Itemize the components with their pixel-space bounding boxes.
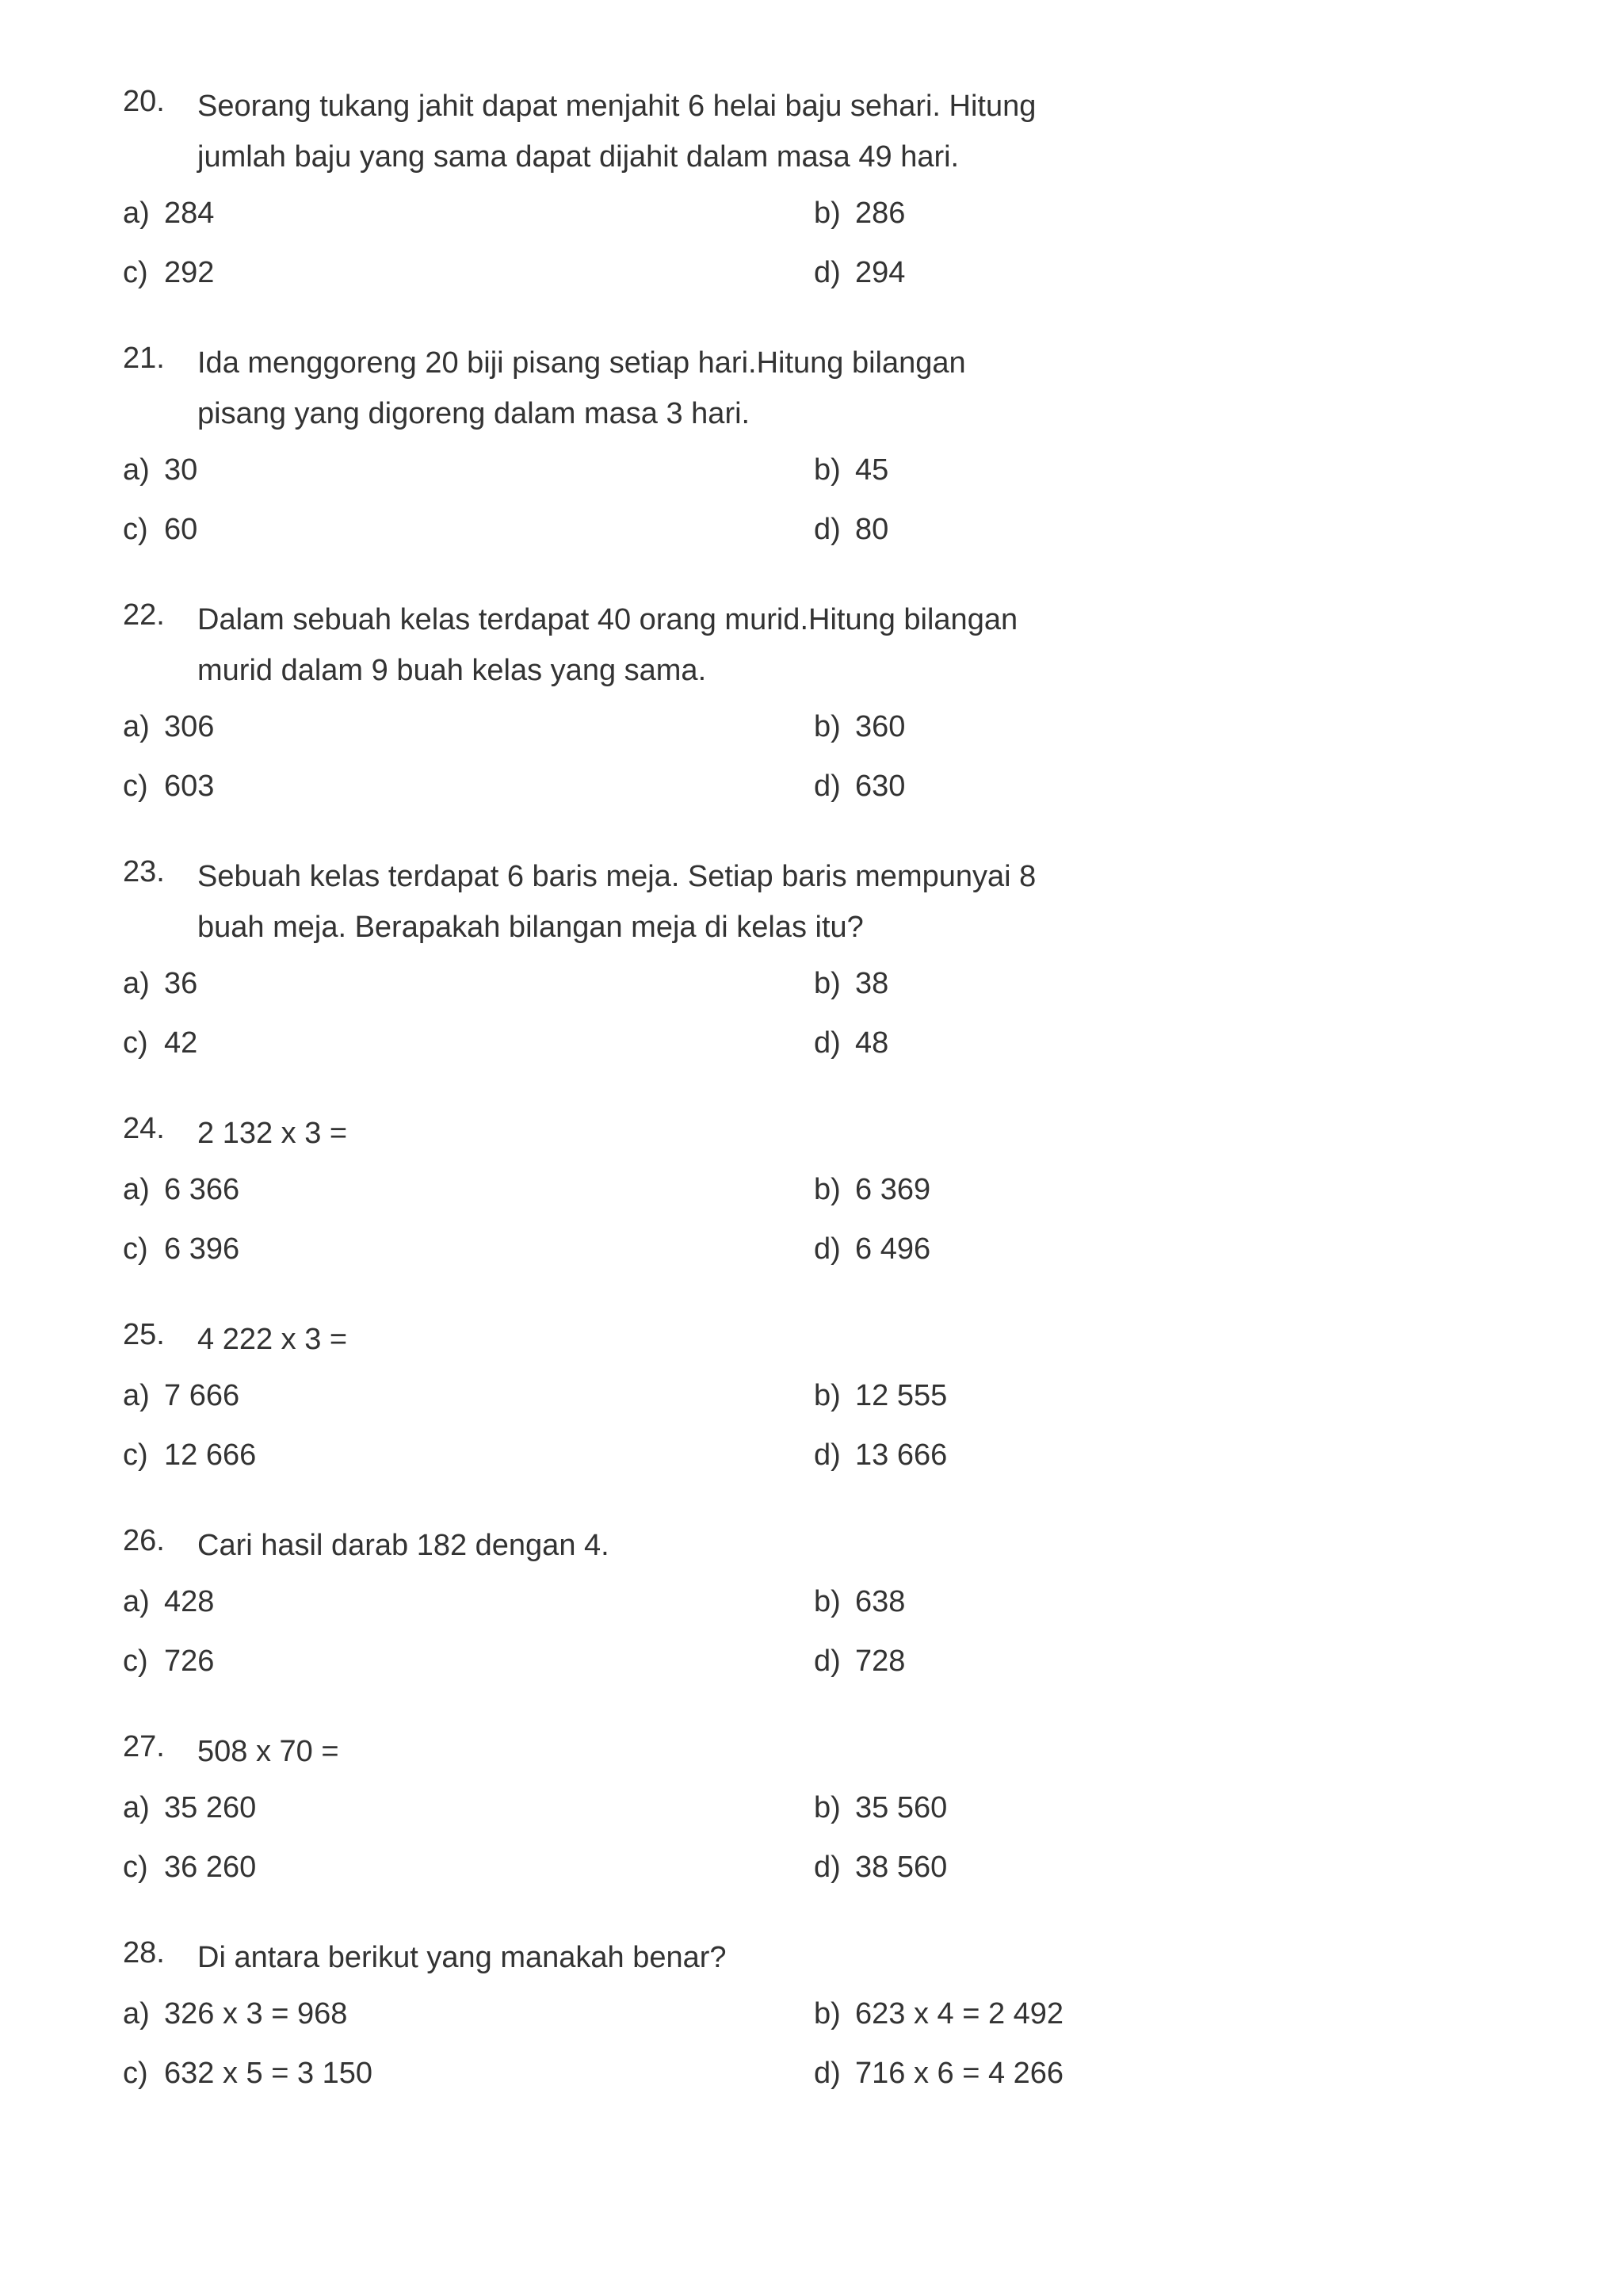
option-text: 623 x 4 = 2 492 <box>855 1997 1064 2030</box>
question-text-line-1: Di antara berikut yang manakah benar? <box>197 1941 727 1974</box>
option-text: 726 <box>164 1645 215 1678</box>
option-b[interactable] <box>814 1788 947 1828</box>
question-stem <box>123 1932 1312 1983</box>
option-a[interactable] <box>123 1170 239 1209</box>
option-a[interactable] <box>123 707 214 747</box>
option-text: 360 <box>855 710 906 743</box>
option-d[interactable] <box>814 1435 947 1475</box>
option-c[interactable] <box>123 1641 214 1681</box>
option-d[interactable] <box>814 766 905 806</box>
option-letter: c) <box>123 1232 148 1266</box>
option-text: 638 <box>855 1585 906 1618</box>
answer-options <box>123 1788 1312 1907</box>
answer-options <box>123 964 1312 1083</box>
option-letter: d) <box>814 1645 841 1678</box>
question-text-line-1: Dalam sebuah kelas terdapat 40 orang murid.Hitung bilangan <box>197 603 1018 636</box>
option-letter: a) <box>123 1173 150 1206</box>
option-a[interactable] <box>123 1788 256 1828</box>
option-b[interactable] <box>814 1582 905 1622</box>
option-letter: c) <box>123 513 148 546</box>
question-text-line-2: murid dalam 9 buah kelas yang sama. <box>197 654 707 687</box>
option-c[interactable] <box>123 1229 239 1269</box>
option-a[interactable] <box>123 964 197 1003</box>
option-text: 30 <box>164 453 198 487</box>
answer-options <box>123 1994 1312 2113</box>
option-b[interactable] <box>814 450 888 490</box>
question-stem <box>123 851 1312 944</box>
option-a[interactable] <box>123 193 214 233</box>
option-letter: c) <box>123 256 148 289</box>
option-c[interactable] <box>123 1023 197 1063</box>
option-b[interactable] <box>814 1376 947 1415</box>
option-letter: a) <box>123 1791 150 1824</box>
option-b[interactable] <box>814 964 888 1003</box>
option-c[interactable] <box>123 1847 256 1887</box>
option-letter: b) <box>814 453 841 487</box>
option-letter: d) <box>814 1232 841 1266</box>
option-letter: b) <box>814 1997 841 2030</box>
question-22 <box>123 594 1312 803</box>
question-text-line-1: Cari hasil darab 182 dengan 4. <box>197 1529 609 1562</box>
question-number: 20. <box>123 85 165 118</box>
option-c[interactable] <box>123 2053 372 2093</box>
option-a[interactable] <box>123 450 197 490</box>
option-letter: c) <box>123 2057 148 2090</box>
option-letter: d) <box>814 770 841 803</box>
question-stem <box>123 1520 1312 1571</box>
question-number: 28. <box>123 1936 165 1969</box>
option-a[interactable] <box>123 1994 347 2034</box>
option-text: 716 x 6 = 4 266 <box>855 2057 1064 2090</box>
option-text: 630 <box>855 770 906 803</box>
option-letter: b) <box>814 710 841 743</box>
option-d[interactable] <box>814 253 905 292</box>
option-a[interactable] <box>123 1582 214 1622</box>
question-20 <box>123 81 1312 289</box>
option-letter: a) <box>123 1585 150 1618</box>
option-c[interactable] <box>123 510 197 549</box>
answer-options <box>123 1582 1312 1701</box>
question-text-line-1: Sebuah kelas terdapat 6 baris meja. Setiap baris mempunyai 8 <box>197 860 1037 893</box>
option-text: 36 260 <box>164 1851 257 1884</box>
option-b[interactable] <box>814 1170 930 1209</box>
option-letter: c) <box>123 1645 148 1678</box>
question-21 <box>123 338 1312 546</box>
option-letter: b) <box>814 197 841 230</box>
option-text: 38 560 <box>855 1851 948 1884</box>
answer-options <box>123 707 1312 826</box>
question-stem <box>123 338 1312 430</box>
option-text: 428 <box>164 1585 215 1618</box>
option-letter: c) <box>123 770 148 803</box>
question-text-line-1: 508 x 70 = <box>197 1735 339 1768</box>
question-text-line-2: pisang yang digoreng dalam masa 3 hari. <box>197 397 750 430</box>
option-text: 286 <box>855 197 906 230</box>
option-d[interactable] <box>814 1229 930 1269</box>
option-text: 728 <box>855 1645 906 1678</box>
option-d[interactable] <box>814 1847 947 1887</box>
option-b[interactable] <box>814 707 905 747</box>
option-letter: a) <box>123 1379 150 1412</box>
question-stem <box>123 1108 1312 1159</box>
question-24 <box>123 1108 1312 1266</box>
answer-options <box>123 1170 1312 1289</box>
option-text: 306 <box>164 710 215 743</box>
answer-options <box>123 193 1312 312</box>
question-28 <box>123 1932 1312 2090</box>
option-letter: d) <box>814 1026 841 1060</box>
option-text: 13 666 <box>855 1438 948 1472</box>
answer-options <box>123 1376 1312 1495</box>
option-text: 326 x 3 = 968 <box>164 1997 348 2030</box>
option-c[interactable] <box>123 253 214 292</box>
question-text-line-1: Ida menggoreng 20 biji pisang setiap hari.Hitung bilangan <box>197 346 966 380</box>
question-number: 21. <box>123 342 165 375</box>
option-text: 632 x 5 = 3 150 <box>164 2057 373 2090</box>
option-letter: a) <box>123 453 150 487</box>
question-number: 22. <box>123 598 165 632</box>
option-letter: d) <box>814 1438 841 1472</box>
option-text: 292 <box>164 256 215 289</box>
option-letter: d) <box>814 2057 841 2090</box>
question-23 <box>123 851 1312 1060</box>
answer-options <box>123 450 1312 569</box>
option-text: 36 <box>164 967 198 1000</box>
option-text: 294 <box>855 256 906 289</box>
option-text: 60 <box>164 513 198 546</box>
option-text: 6 369 <box>855 1173 931 1206</box>
option-text: 48 <box>855 1026 889 1060</box>
question-25 <box>123 1314 1312 1472</box>
option-letter: d) <box>814 513 841 546</box>
question-text-line-1: 2 132 x 3 = <box>197 1117 348 1150</box>
option-text: 12 555 <box>855 1379 948 1412</box>
question-stem <box>123 594 1312 687</box>
option-text: 35 560 <box>855 1791 948 1824</box>
option-b[interactable] <box>814 193 905 233</box>
option-text: 6 396 <box>164 1232 240 1266</box>
question-number: 23. <box>123 855 165 888</box>
option-letter: b) <box>814 1379 841 1412</box>
option-a[interactable] <box>123 1376 239 1415</box>
option-d[interactable] <box>814 1641 905 1681</box>
option-letter: a) <box>123 710 150 743</box>
option-text: 603 <box>164 770 215 803</box>
question-27 <box>123 1726 1312 1884</box>
question-number: 26. <box>123 1524 165 1557</box>
option-letter: b) <box>814 1585 841 1618</box>
option-text: 6 496 <box>855 1232 931 1266</box>
option-letter: b) <box>814 967 841 1000</box>
question-stem <box>123 1726 1312 1777</box>
question-26 <box>123 1520 1312 1678</box>
option-letter: c) <box>123 1026 148 1060</box>
question-number: 27. <box>123 1730 165 1763</box>
option-letter: c) <box>123 1438 148 1472</box>
option-d[interactable] <box>814 510 888 549</box>
option-c[interactable] <box>123 766 214 806</box>
option-b[interactable] <box>814 1994 1064 2034</box>
question-text-line-2: jumlah baju yang sama dapat dijahit dalam masa 49 hari. <box>197 140 960 174</box>
option-text: 35 260 <box>164 1791 257 1824</box>
question-stem <box>123 81 1312 174</box>
option-letter: d) <box>814 256 841 289</box>
option-d[interactable] <box>814 1023 888 1063</box>
option-letter: b) <box>814 1791 841 1824</box>
option-letter: a) <box>123 967 150 1000</box>
option-letter: a) <box>123 197 150 230</box>
question-number: 24. <box>123 1112 165 1145</box>
option-text: 38 <box>855 967 889 1000</box>
option-c[interactable] <box>123 1435 256 1475</box>
option-text: 7 666 <box>164 1379 240 1412</box>
question-number: 25. <box>123 1318 165 1351</box>
option-letter: a) <box>123 1997 150 2030</box>
option-text: 284 <box>164 197 215 230</box>
option-text: 12 666 <box>164 1438 257 1472</box>
option-text: 6 366 <box>164 1173 240 1206</box>
option-letter: d) <box>814 1851 841 1884</box>
option-d[interactable] <box>814 2053 1064 2093</box>
question-text-line-1: 4 222 x 3 = <box>197 1323 348 1356</box>
option-letter: c) <box>123 1851 148 1884</box>
option-letter: b) <box>814 1173 841 1206</box>
option-text: 42 <box>164 1026 198 1060</box>
question-stem <box>123 1314 1312 1365</box>
option-text: 45 <box>855 453 889 487</box>
question-text-line-2: buah meja. Berapakah bilangan meja di kelas itu? <box>197 911 864 944</box>
question-text-line-1: Seorang tukang jahit dapat menjahit 6 helai baju sehari. Hitung <box>197 90 1037 123</box>
option-text: 80 <box>855 513 889 546</box>
